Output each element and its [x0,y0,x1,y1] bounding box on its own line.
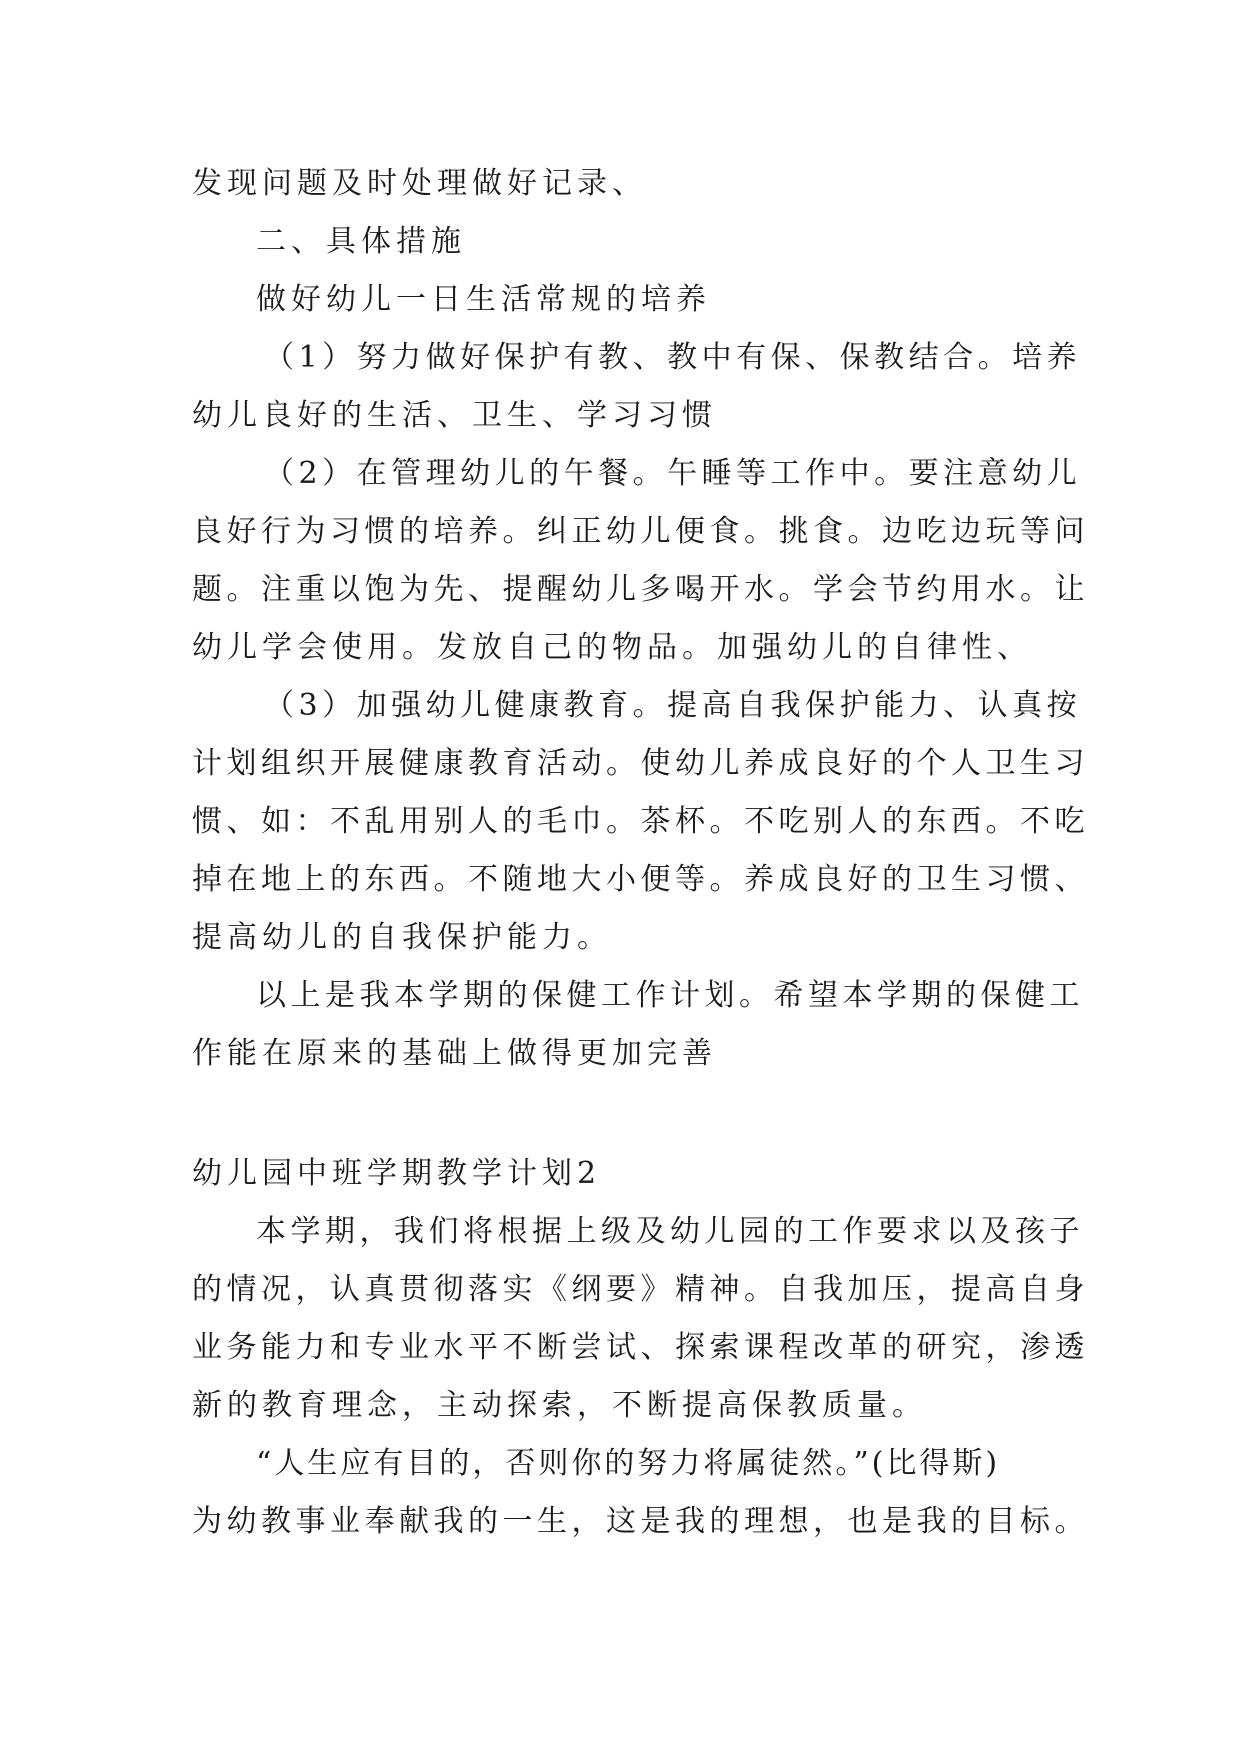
item1-line2: 幼儿良好的生活、卫生、学习习惯 [192,398,717,433]
item1-line1: （1）努力做好保护有教、教中有保、保教结合。培养 [264,340,1082,375]
item2-line4: 幼儿学会使用。发放自己的物品。加强幼儿的自律性、 [192,630,1032,665]
item3-line3: 惯、如：不乱用别人的毛巾。茶杯。不吃别人的东西。不吃 [192,804,1089,839]
item3-line5: 提高幼儿的自我保护能力。 [192,920,612,955]
para2-line: 为幼教事业奉献我的一生，这是我的理想，也是我的目标。 [192,1504,1089,1539]
section-heading: 二、具体措施 [256,224,466,259]
item3-line4: 掉在地上的东西。不随地大小便等。养成良好的卫生习惯、 [192,862,1089,897]
item2-line3: 题。注重以饱为先、提醒幼儿多喝开水。学会节约用水。让 [192,572,1089,607]
conclusion-line1: 以上是我本学期的保健工作计划。希望本学期的保健工 [256,978,1084,1013]
para1-line2: 的情况，认真贯彻落实《纲要》精神。自我加压，提高自身 [192,1272,1089,1307]
para1-line3: 业务能力和专业水平不断尝试、探索课程改革的研究，渗透 [192,1330,1089,1365]
conclusion-line2: 作能在原来的基础上做得更加完善 [192,1036,717,1071]
item2-line2: 良好行为习惯的培养。纠正幼儿便食。挑食。边吃边玩等问 [192,514,1089,549]
item3-line2: 计划组织开展健康教育活动。使幼儿养成良好的个人卫生习 [192,746,1089,781]
continuation-line: 发现问题及时处理做好记录、 [192,166,647,201]
section2-title: 幼儿园中班学期教学计划2 [192,1156,602,1191]
item2-line1: （2）在管理幼儿的午餐。午睡等工作中。要注意幼儿 [264,456,1082,491]
quote-line: “人生应有目的，否则你的努力将属徒然。”(比得斯) [256,1446,1001,1481]
item3-line1: （3）加强幼儿健康教育。提高自我保护能力、认真按 [264,688,1082,723]
subheading: 做好幼儿一日生活常规的培养 [256,282,711,317]
para1-line4: 新的教育理念，主动探索，不断提高保教质量。 [192,1388,927,1423]
para1-line1: 本学期，我们将根据上级及幼儿园的工作要求以及孩子 [256,1214,1084,1249]
